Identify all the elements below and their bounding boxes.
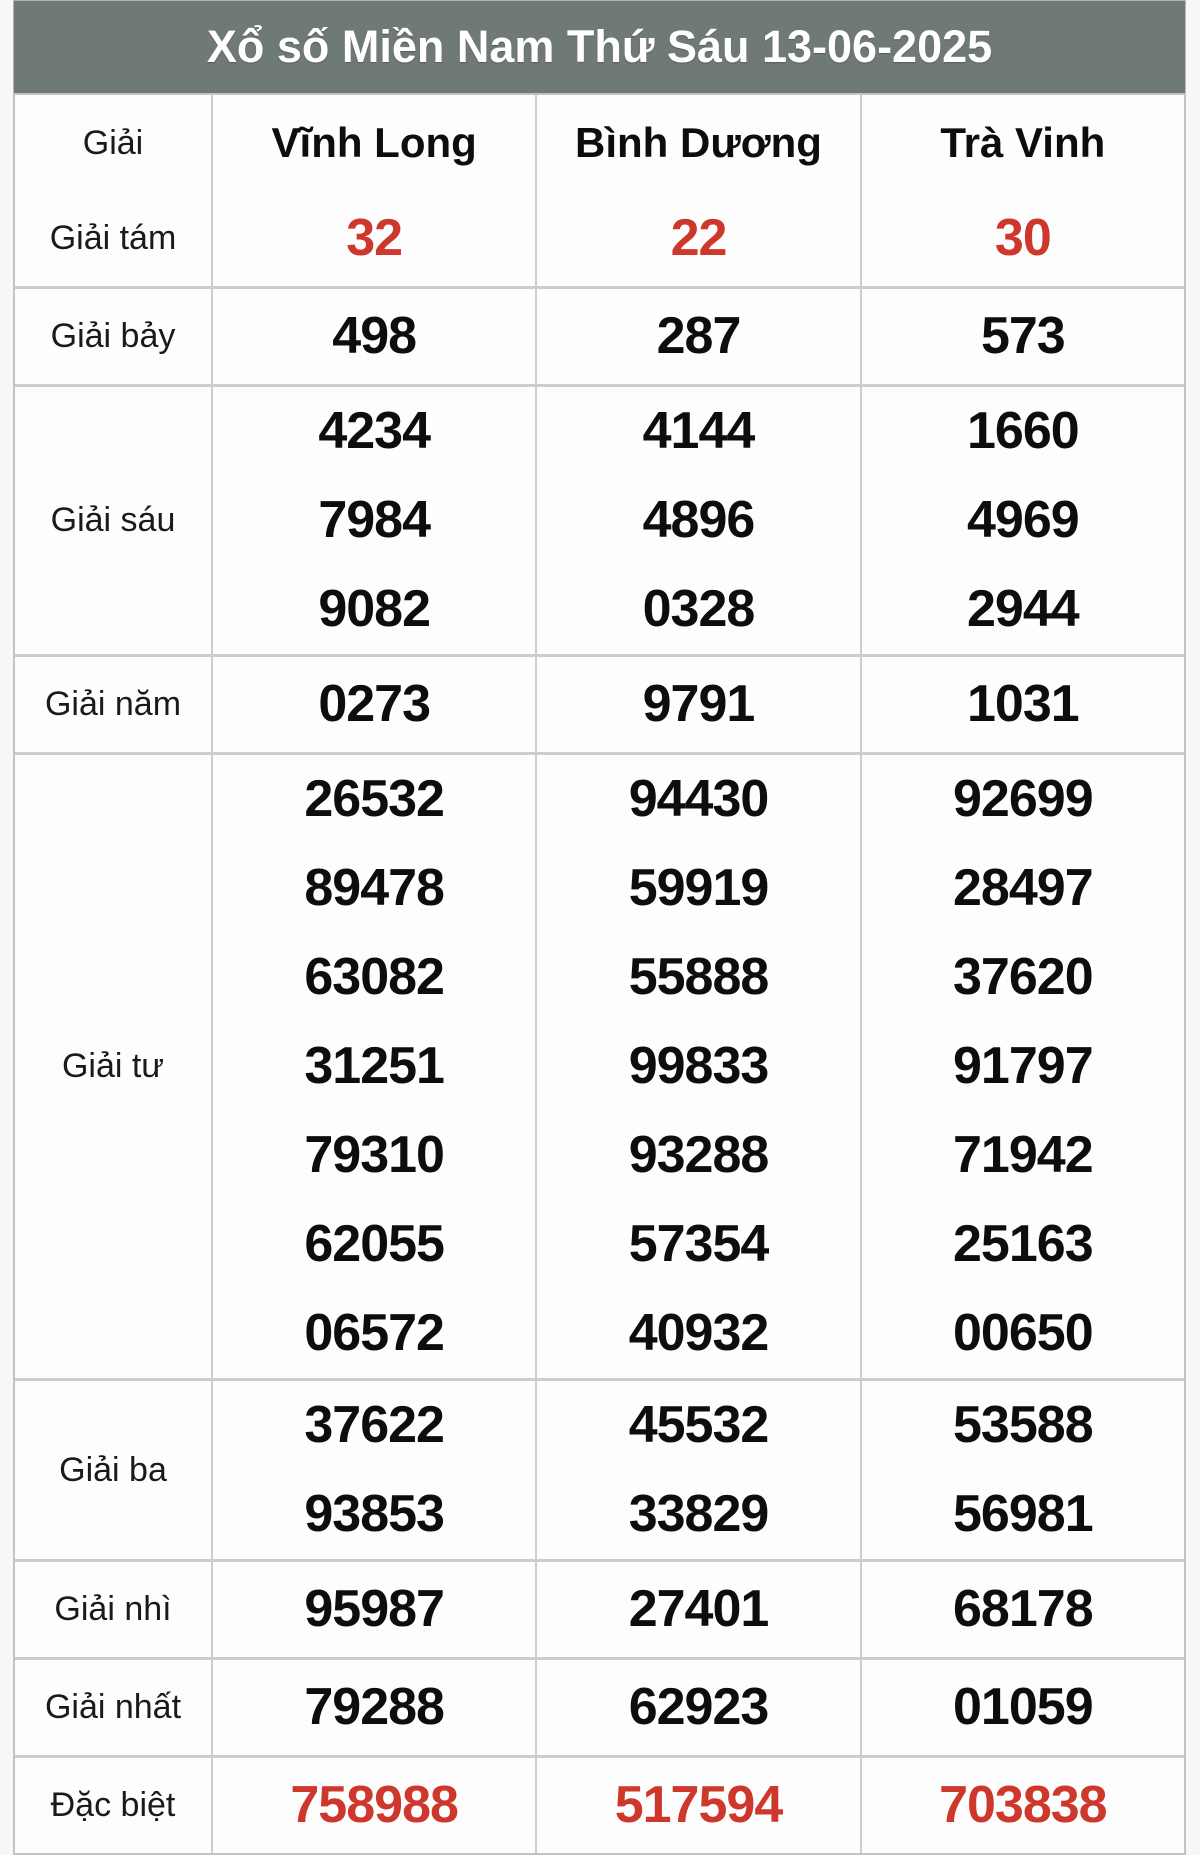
page-title: Xổ số Miền Nam Thứ Sáu 13-06-2025 <box>13 0 1186 93</box>
prize-number: 56981 <box>953 1485 1093 1543</box>
prize-number: 01059 <box>953 1678 1093 1736</box>
prize-numbers-cell <box>211 387 535 654</box>
prize-number: 95987 <box>304 1580 444 1638</box>
prize-number: 53588 <box>953 1396 1093 1454</box>
prize-label: Giải bảy <box>15 289 211 384</box>
prize-numbers-cell <box>860 1381 1184 1559</box>
prize-numbers-cell <box>860 657 1184 752</box>
prize-number: 2944 <box>966 580 1079 638</box>
prize-number: 63082 <box>304 948 444 1006</box>
prize-number: 06572 <box>304 1304 444 1362</box>
prize-numbers-cell <box>860 755 1184 1378</box>
prize-label: Giải nhì <box>15 1562 211 1657</box>
prize-number: 703838 <box>939 1776 1107 1834</box>
prize-numbers-cell <box>860 1758 1184 1853</box>
prize-number: 40932 <box>628 1304 769 1362</box>
prize-label: Giải nhất <box>15 1660 211 1755</box>
prize-label: Giải tám <box>15 191 211 286</box>
prize-number: 00650 <box>953 1304 1093 1362</box>
results-table <box>13 93 1186 1855</box>
prize-number: 28497 <box>953 859 1093 917</box>
prize-number: 758988 <box>290 1776 458 1834</box>
prize-number: 59919 <box>628 859 769 917</box>
prize-number: 27401 <box>628 1580 769 1638</box>
prize-numbers-cell <box>211 289 535 384</box>
prize-numbers-cell <box>535 1381 859 1559</box>
prize-numbers-cell <box>211 1758 535 1853</box>
prize-label: Giải ba <box>15 1381 211 1559</box>
prize-numbers-cell <box>535 387 859 654</box>
prize-number: 57354 <box>628 1215 769 1273</box>
prize-numbers-cell <box>535 289 859 384</box>
prize-numbers-cell <box>860 191 1184 286</box>
prize-numbers-cell <box>535 1758 859 1853</box>
prize-row <box>15 1378 1184 1559</box>
prize-number: 9791 <box>642 675 755 733</box>
prize-number: 4144 <box>642 402 755 460</box>
prize-number: 0328 <box>642 580 755 638</box>
prize-row <box>15 1755 1184 1853</box>
prize-numbers-cell <box>860 1660 1184 1755</box>
prize-number: 0273 <box>318 675 430 733</box>
prize-numbers-cell <box>211 1381 535 1559</box>
prize-number: 22 <box>670 209 727 267</box>
prize-label: Giải tư <box>15 755 211 1378</box>
prize-number: 4896 <box>642 491 755 549</box>
prize-label: Đặc biệt <box>15 1758 211 1853</box>
prize-numbers-cell <box>535 657 859 752</box>
prize-number: 79310 <box>304 1126 444 1184</box>
prize-number: 287 <box>656 307 741 365</box>
prize-row <box>15 1559 1184 1657</box>
prize-row <box>15 384 1184 654</box>
prize-row <box>15 752 1184 1378</box>
province-header-vinh-long: Vĩnh Long <box>211 95 535 191</box>
prize-numbers-cell <box>860 289 1184 384</box>
prize-number: 498 <box>332 307 417 365</box>
prize-row <box>15 1657 1184 1755</box>
prize-numbers-cell <box>535 1562 859 1657</box>
prize-rows-container <box>15 191 1184 1853</box>
prize-number: 89478 <box>304 859 444 917</box>
prize-number: 45532 <box>628 1396 769 1454</box>
prize-number: 62055 <box>304 1215 444 1273</box>
prize-number: 9082 <box>318 580 430 638</box>
prize-number: 93853 <box>304 1485 444 1543</box>
province-header-binh-duong: Bình Dương <box>535 95 859 191</box>
prize-row <box>15 654 1184 752</box>
prize-number: 4234 <box>318 402 430 460</box>
prize-numbers-cell <box>535 191 859 286</box>
prize-number: 1660 <box>966 402 1079 460</box>
prize-numbers-cell <box>535 755 859 1378</box>
prize-number: 99833 <box>628 1037 769 1095</box>
prize-number: 71942 <box>953 1126 1093 1184</box>
prize-number: 93288 <box>628 1126 769 1184</box>
prize-number: 573 <box>980 307 1065 365</box>
prize-numbers-cell <box>860 387 1184 654</box>
prize-numbers-cell <box>860 1562 1184 1657</box>
prize-row <box>15 191 1184 286</box>
lottery-results-page <box>13 0 1186 1855</box>
prize-numbers-cell <box>211 191 535 286</box>
prize-number: 31251 <box>304 1037 444 1095</box>
prize-number: 37620 <box>953 948 1093 1006</box>
prize-number: 55888 <box>628 948 769 1006</box>
prize-number: 1031 <box>966 675 1079 733</box>
prize-numbers-cell <box>211 657 535 752</box>
prize-number: 25163 <box>953 1215 1093 1273</box>
prize-number: 517594 <box>614 1776 783 1834</box>
prize-numbers-cell <box>211 755 535 1378</box>
prize-numbers-cell <box>535 1660 859 1755</box>
prize-row <box>15 286 1184 384</box>
prize-column-header: Giải <box>15 95 211 191</box>
prize-number: 79288 <box>304 1678 444 1736</box>
table-header-row <box>15 95 1184 191</box>
prize-number: 62923 <box>628 1678 769 1736</box>
prize-number: 32 <box>346 209 403 267</box>
prize-label: Giải năm <box>15 657 211 752</box>
prize-number: 68178 <box>953 1580 1093 1638</box>
prize-number: 91797 <box>953 1037 1093 1095</box>
prize-numbers-cell <box>211 1562 535 1657</box>
province-header-tra-vinh: Trà Vinh <box>860 95 1184 191</box>
prize-number: 7984 <box>318 491 430 549</box>
prize-number: 30 <box>994 209 1051 267</box>
prize-number: 33829 <box>628 1485 769 1543</box>
prize-number: 26532 <box>304 770 444 828</box>
prize-number: 92699 <box>953 770 1093 828</box>
prize-numbers-cell <box>211 1660 535 1755</box>
prize-number: 4969 <box>966 491 1079 549</box>
prize-number: 37622 <box>304 1396 444 1454</box>
prize-number: 94430 <box>628 770 769 828</box>
prize-label: Giải sáu <box>15 387 211 654</box>
